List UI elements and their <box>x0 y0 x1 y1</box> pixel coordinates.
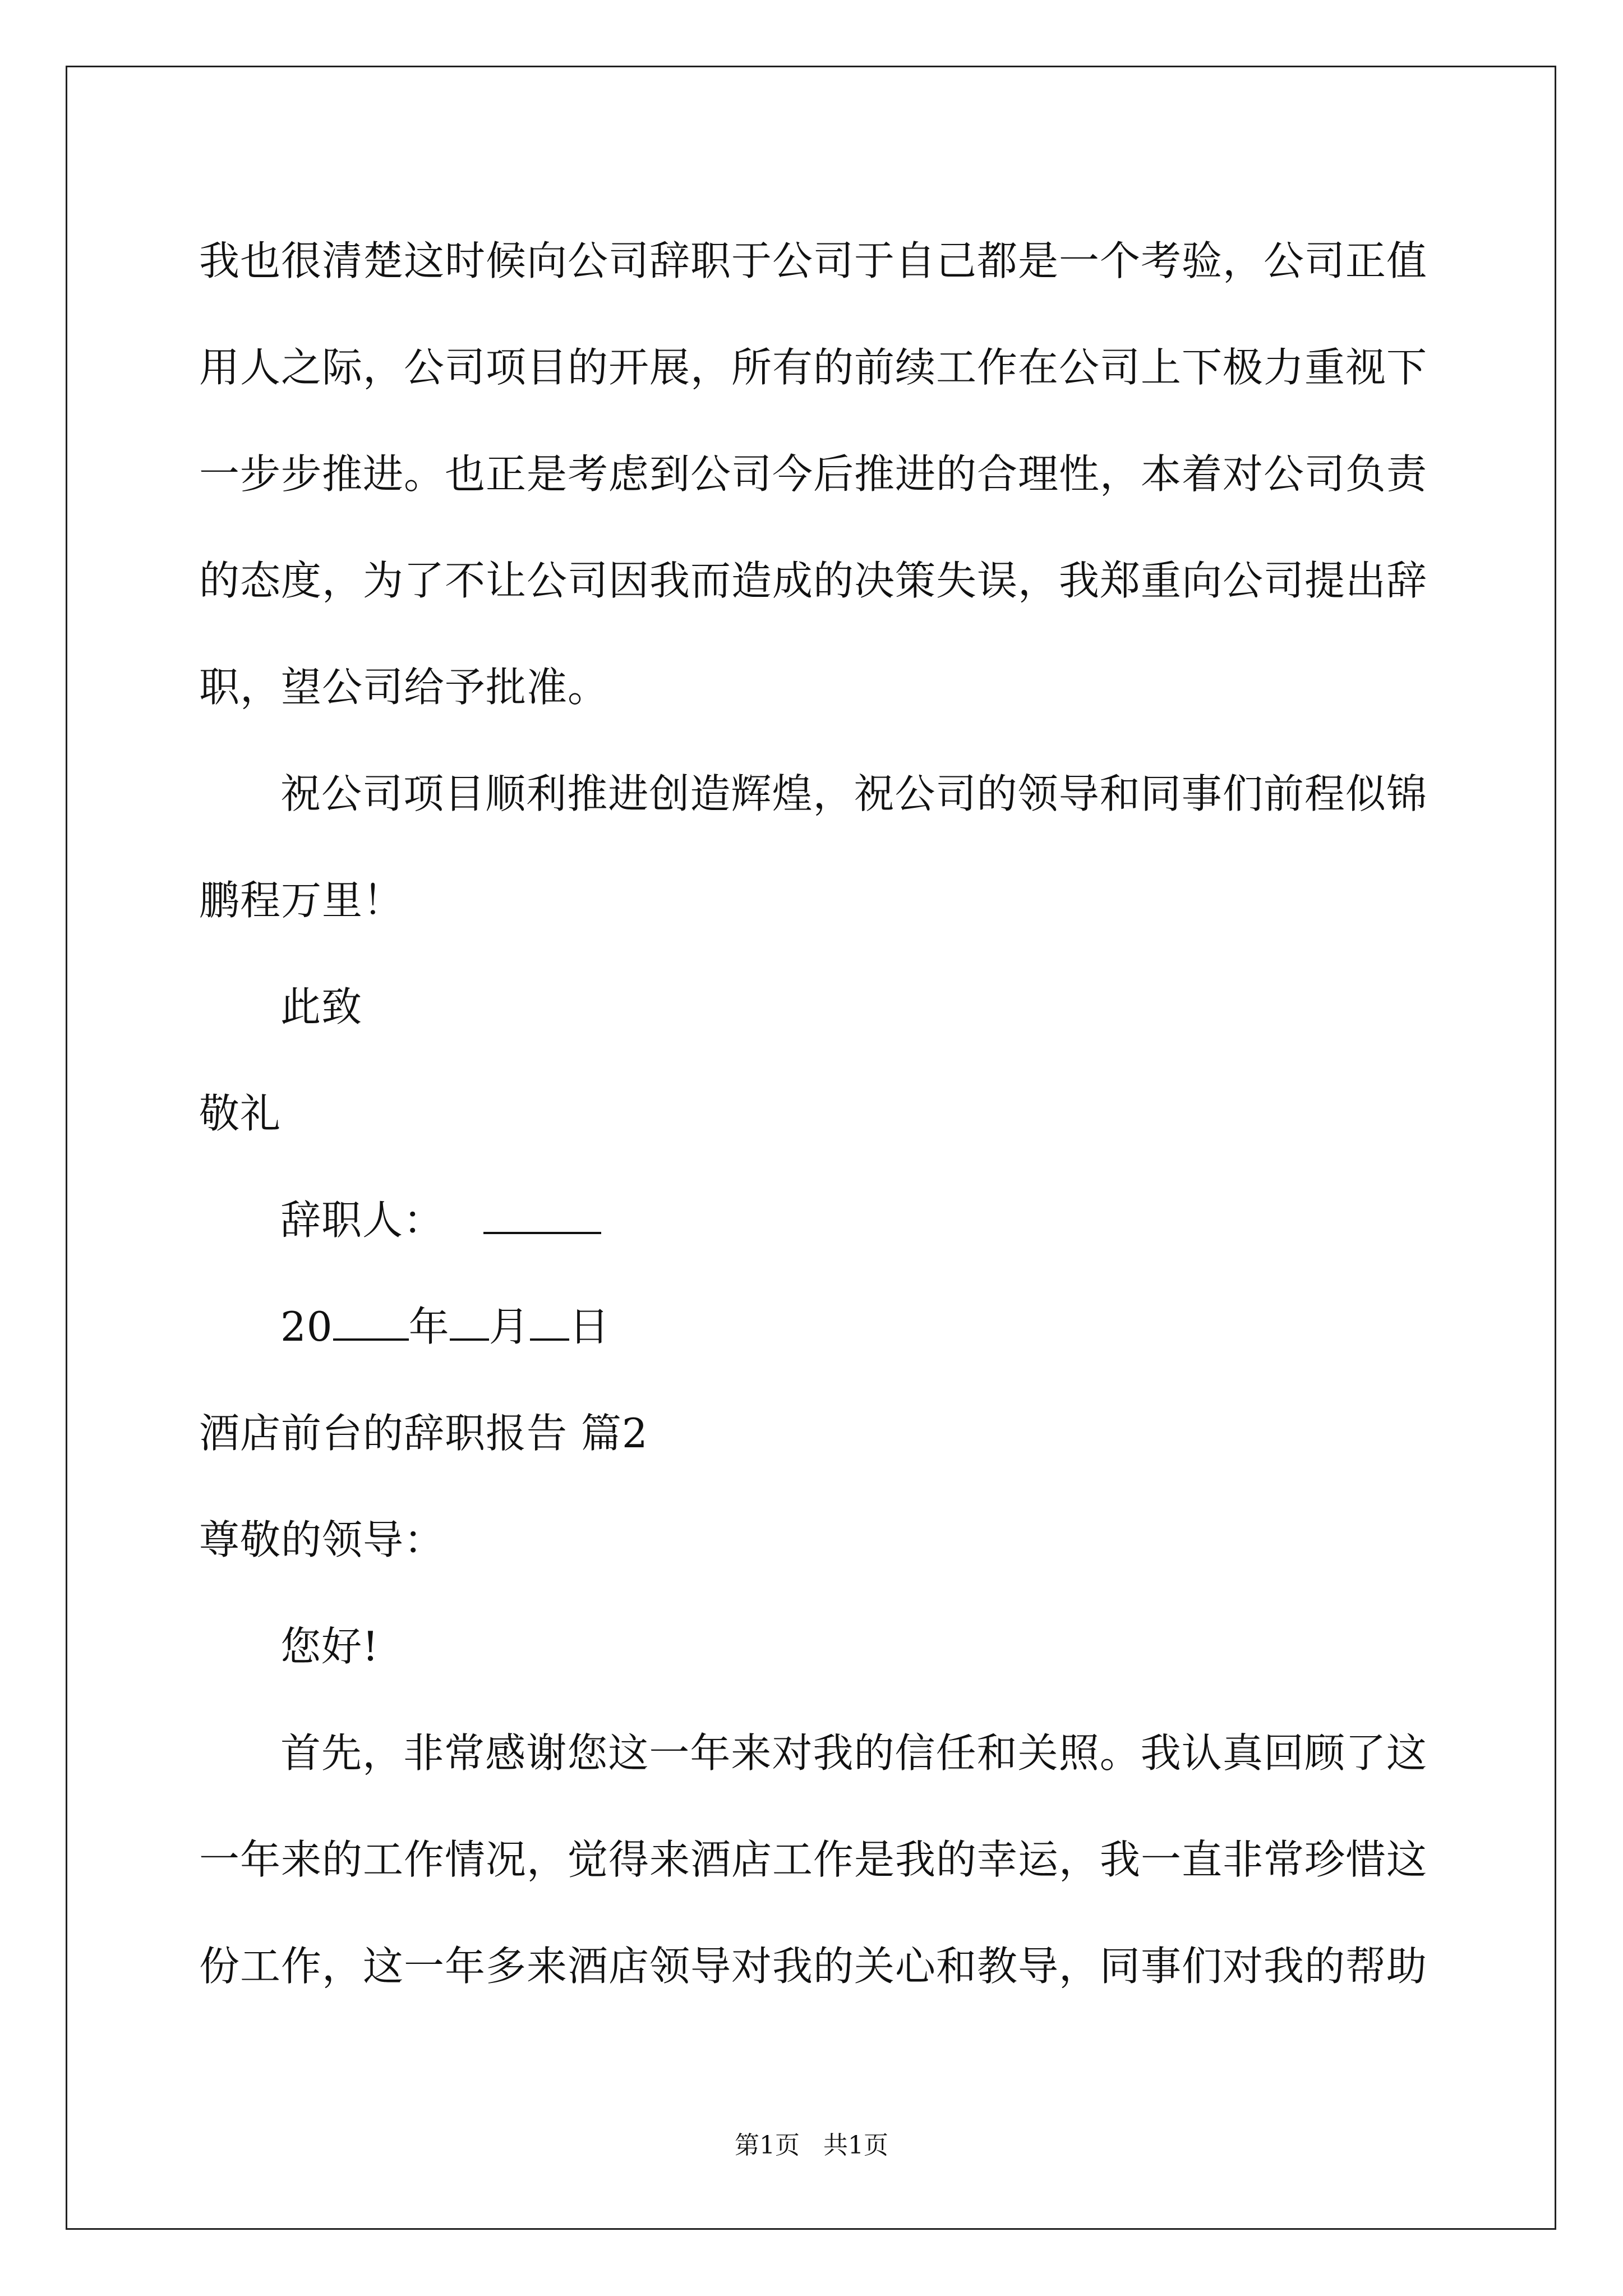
document-body <box>199 208 1427 2019</box>
closing-salutation: 此致 <box>280 983 363 1030</box>
date-day-blank <box>530 1307 569 1341</box>
page-number-total: 共1页 <box>823 2131 888 2160</box>
page-footer <box>0 2125 1623 2161</box>
paragraph-line: 用人之际，公司项目的开展，所有的前续工作在公司上下极力重视下 <box>199 344 1427 391</box>
date-month-blank <box>450 1307 489 1341</box>
date-day-label: 日 <box>569 1303 610 1350</box>
salutation: 尊敬的领导： <box>199 1516 445 1563</box>
date-line <box>199 1273 1427 1380</box>
date-year-prefix: 20 <box>280 1303 333 1350</box>
page-number-current: 第1页 <box>735 2131 800 2160</box>
paragraph-line: 首先，非常感谢您这一年来对我的信任和关照。我认真回顾了这 <box>280 1729 1427 1777</box>
closing-regards: 敬礼 <box>199 1090 282 1137</box>
signature-blank <box>483 1200 601 1234</box>
paragraph-line: 祝公司项目顺利推进创造辉煌，祝公司的领导和同事们前程似锦 <box>280 770 1427 817</box>
paragraph-line: 职，望公司给予批准。 <box>199 664 609 711</box>
signature-line <box>199 1167 1427 1273</box>
paragraph-line: 一年来的工作情况，觉得来酒店工作是我的幸运，我一直非常珍惜这 <box>199 1836 1427 1883</box>
date-month-label: 月 <box>488 1303 530 1350</box>
section-heading: 酒店前台的辞职报告 篇2 <box>199 1410 648 1457</box>
date-year-label: 年 <box>408 1303 450 1350</box>
paragraph-line: 的态度，为了不让公司因我而造成的决策失误，我郑重向公司提出辞 <box>199 557 1427 604</box>
paragraph-line: 鹏程万里！ <box>199 877 404 924</box>
signature-label: 辞职人： <box>280 1197 445 1244</box>
greeting: 您好! <box>280 1623 379 1670</box>
paragraph-line: 我也很清楚这时候向公司辞职于公司于自己都是一个考验，公司正值 <box>199 237 1427 284</box>
date-year-blank <box>333 1307 409 1341</box>
paragraph-line: 份工作，这一年多来酒店领导对我的关心和教导，同事们对我的帮助 <box>199 1943 1427 1990</box>
paragraph-line: 一步步推进。也正是考虑到公司今后推进的合理性，本着对公司负责 <box>199 450 1427 498</box>
